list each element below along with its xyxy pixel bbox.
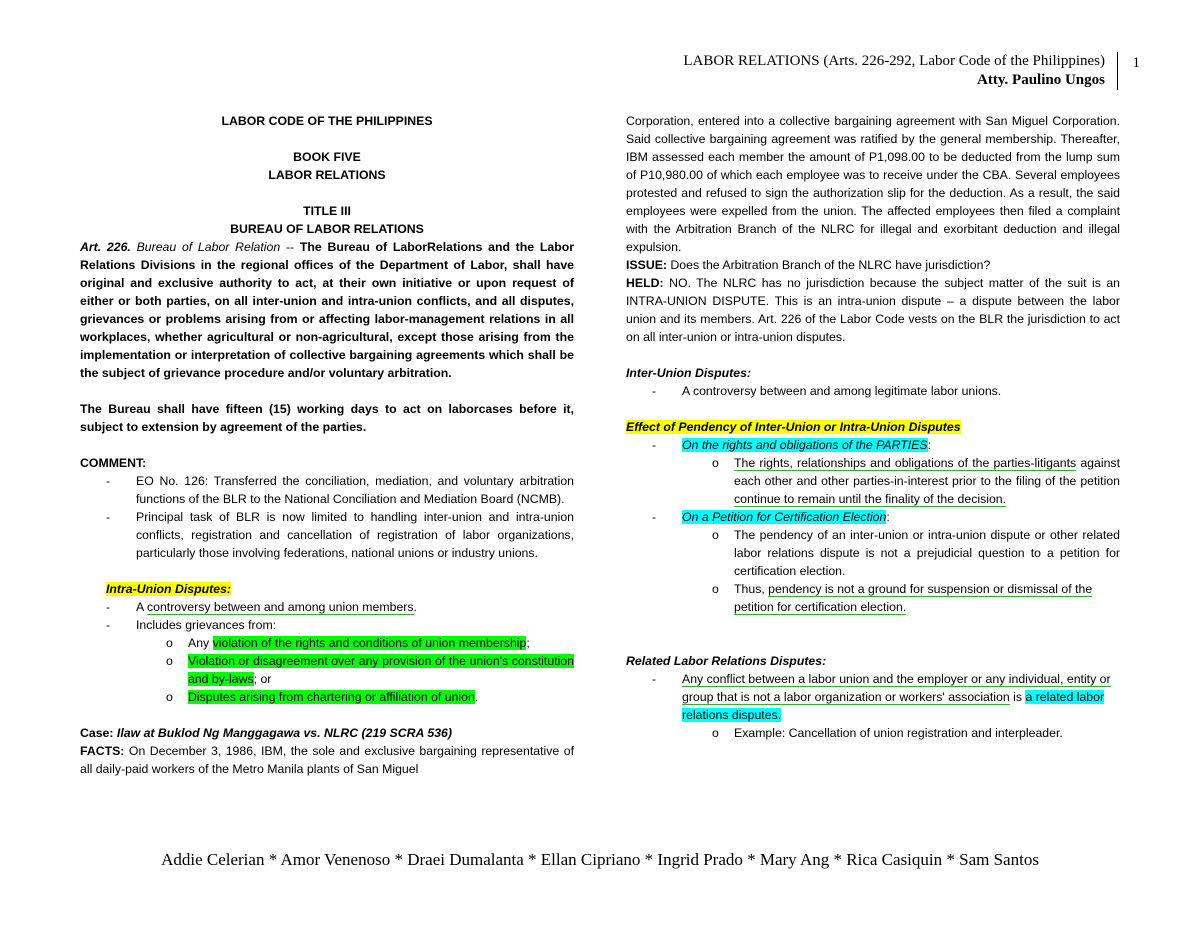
includes-text: Includes grievances from:: [136, 618, 277, 632]
grievance-highlight: Violation or disagreement over any provision of the union's constitution and by-laws: [188, 654, 574, 686]
grievance-item: [166, 634, 574, 652]
header-title: LABOR RELATIONS (Arts. 226-292, Labor Code of the Philippines): [683, 53, 1105, 69]
grievance-item: [166, 652, 574, 688]
petition-label: On a Petition for Certification Election: [682, 510, 887, 524]
rights-label: On the rights and obligations of the PARTIES: [682, 438, 928, 452]
article-226: [80, 238, 574, 382]
issue-text: Does the Arbitration Branch of the NLRC have jurisdiction?: [670, 258, 991, 272]
comment-item: - Principal task of BLR is now limited to handling inter-union and intra-union conflicts, registration and cancellation of registration of labor organizations, particularly those involving federations, national unions or industry unions.: [106, 508, 574, 562]
article-text: The Bureau of LaborRelations and the Labor Relations Divisions in the regional offices of the Department of Labor, shall have original and exclusive authority to act, at their own initiative or upon request of either or both parties, on all inter-union and intra-union conflicts, and all disputes, grievances or problems arising from or affecting labor-management relations in all workplaces, whether agricultural or non-agricultural, except those arising from the implementation or interpretation of collective bargaining agreements which shall be the subject of grievance procedure and/or voluntary arbitration.: [80, 240, 575, 380]
related-middle: is: [1009, 690, 1026, 704]
grievance-suffix: ; or: [253, 672, 272, 686]
held-label: HELD:: [626, 276, 664, 290]
intra-union-heading: [106, 580, 574, 598]
intra-union-list: [106, 598, 574, 706]
petition-item: o The pendency of an inter-union or intra-union dispute or other related labor relations dispute is not a prejudicial question to a petition for certification election.: [712, 526, 1120, 580]
effect-petition-item: - On a Petition for Certification Election: o The pendency of an inter-union or intra-union dispute or other related labor relations dispute is not a prejudicial question to a petition for certification election. o Thus, pendency is not a ground for suspension or dismissal of the petition for certification election.: [652, 508, 1120, 616]
petition-list: [712, 526, 1120, 616]
article-paragraph-2: The Bureau shall have fifteen (15) working days to act on laborcases before it, subject to extension by agreement of the parties.: [80, 402, 574, 434]
facts-continued: Corporation, entered into a collective bargaining agreement with San Miguel Corporation. Said collective bargaining agreement was ratified by the general membership. Thereafter, IBM assessed each member the amount of P1,098.00 to be deducted from the lump sum of P10,980.00 of which each employee was to receive under the CBA. Several employees protested and refused to sign the authorization slip for the deduction. As a result, the said employees were expelled from the union. The affected employees then filed a complaint with the Arbitration Branch of the NLRC for illegal and exorbitant deduction and illegal expulsion.: [626, 114, 1120, 254]
page-number: 1: [1132, 55, 1140, 71]
comment-item: - EO No. 126: Transferred the conciliation, mediation, and voluntary arbitration functions of the BLR to the National Conciliation and Mediation Board (NCMB).: [106, 472, 574, 508]
rights-middle: against each other and other parties-in-interest prior to the filing of the petition: [734, 456, 1120, 488]
header-author: Atty. Paulino Ungos: [977, 72, 1105, 88]
page-footer: Addie Celerian * Amor Venenoso * Draei Dumalanta * Ellan Cipriano * Ingrid Prado * Mary Ang * Rica Casiquin * Sam Santos: [161, 850, 1039, 869]
inter-union-definition: - A controversy between and among legitimate labor unions.: [652, 382, 1120, 400]
related-example-list: [712, 724, 1120, 742]
issue-line: [626, 256, 1120, 274]
right-column: [626, 112, 1120, 742]
code-heading: LABOR CODE OF THE PHILIPPINES: [221, 114, 433, 128]
article-name: Bureau of Labor Relation: [136, 240, 281, 254]
related-example: o Example: Cancellation of union registration and interpleader.: [712, 724, 1120, 742]
related-underlined: Any conflict between a labor union and the employer or any individual, entity or group that is not a labor organization or workers' association: [682, 672, 1111, 704]
intra-union-definition: [106, 598, 574, 616]
comment-label: COMMENT:: [80, 456, 147, 470]
related-label: Related Labor Relations Disputes:: [626, 654, 827, 668]
held-text: NO. The NLRC has no jurisdiction because the subject matter of the suit is an INTRA-UNION DISPUTE. This is an intra-union dispute – a dispute between the labor union and its members. Art. 226 of the Labor Code vests on the BLR the jurisdiction to act on all inter-union or intra-union disputes.: [626, 276, 1120, 344]
facts-text: On December 3, 1986, IBM, the sole and exclusive bargaining representative of all daily-paid workers of the Metro Manila plants of San Miguel: [80, 744, 574, 776]
petition-thus-item: [712, 580, 1120, 616]
rights-underlined-1: The rights, relationships and obligations of the parties-litigants: [734, 456, 1077, 470]
rights-list: [712, 454, 1120, 508]
grievance-list: [166, 634, 574, 706]
grievance-suffix: .: [474, 690, 479, 704]
related-highlight: a related labor relations disputes.: [682, 690, 1105, 722]
article-separator: --: [280, 240, 300, 254]
grievance-highlight: violation of the rights and conditions of union membership: [212, 636, 527, 650]
title-number: TITLE III: [303, 204, 351, 218]
facts-label: FACTS:: [80, 744, 125, 758]
effect-list: [652, 436, 1120, 616]
thus-underlined: pendency is not a ground for suspension or dismissal of the petition for certification election.: [734, 582, 1093, 614]
case-title: [80, 724, 574, 742]
definition-suffix: .: [413, 600, 417, 614]
effect-heading: [626, 418, 1120, 436]
intra-union-includes: [106, 616, 574, 706]
comment-list: [106, 472, 574, 562]
definition-prefix: A: [136, 600, 147, 614]
facts-paragraph: [80, 742, 574, 778]
case-name: Ilaw at Buklod Ng Manggagawa vs. NLRC (219 SCRA 536): [116, 726, 452, 740]
thus-prefix: Thus,: [734, 582, 769, 596]
effect-label: Effect of Pendency of Inter-Union or Intra-Union Disputes: [626, 420, 961, 434]
title-name: BUREAU OF LABOR RELATIONS: [230, 222, 424, 236]
left-column: [80, 112, 574, 778]
related-list: [652, 670, 1120, 742]
issue-label: ISSUE:: [626, 258, 667, 272]
book-number: BOOK FIVE: [293, 150, 361, 164]
grievance-item: [166, 688, 574, 706]
definition-underlined: controversy between and among union members: [146, 600, 414, 614]
page-header: [683, 52, 1118, 90]
held-paragraph: [626, 274, 1120, 346]
rights-item: [712, 454, 1120, 508]
inter-union-list: [652, 382, 1120, 400]
book-title: LABOR RELATIONS: [268, 168, 386, 182]
rights-underlined-2: continue to remain until the finality of the decision.: [734, 492, 1007, 506]
intra-union-label: Intra-Union Disputes:: [106, 582, 232, 596]
grievance-suffix: ;: [526, 636, 530, 650]
inter-union-label: Inter-Union Disputes:: [626, 366, 752, 380]
article-label: Art. 226.: [80, 240, 131, 254]
effect-rights-item: - On the rights and obligations of the PARTIES: o The rights, relationships and obligations of the parties-litigants against each other and other parties-in-interest prior to the filing of the petition continue to remain until the finality of the decision.: [652, 436, 1120, 508]
grievance-highlight: Disputes arising from chartering or affiliation of union: [188, 690, 475, 704]
case-label: Case:: [80, 726, 114, 740]
grievance-prefix: Any: [188, 636, 213, 650]
related-definition: [652, 670, 1120, 742]
